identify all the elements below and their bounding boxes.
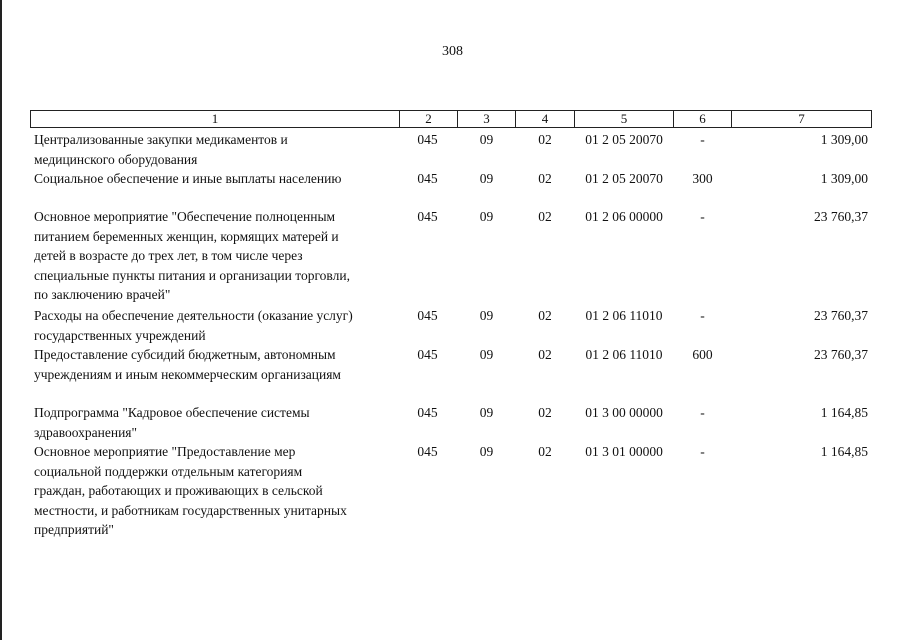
row-name-line: предприятий" [34,522,114,537]
table-header-row [30,110,872,128]
row-col-5: 01 3 01 00000 [585,444,663,459]
row-name [34,207,399,305]
row-col-4: 02 [538,171,552,186]
row-col-2: 045 [417,347,438,362]
row-col-3: 09 [479,308,494,323]
row-col-5: 01 2 06 11010 [585,347,663,362]
row-name-line: социальной поддержки отдельным категориям [34,463,303,479]
page-number: 308 [442,44,463,59]
header-col-4: 4 [516,111,575,127]
header-col-7: 7 [798,111,805,126]
row-name [34,306,399,345]
row-name-line: Централизованные закупки медикаментов и [34,132,288,147]
row-col-3: 09 [479,171,494,186]
row-name-line: Расходы на обеспечение деятельности (оказание услуг) [34,308,353,323]
row-col-6: - [700,444,705,459]
row-col-2: 045 [417,444,438,459]
row-col-7: 1 164,85 [820,405,868,420]
row-name [34,345,399,384]
row-col-6: - [700,405,705,420]
row-name-line: граждан, работающих и проживающих в сельской [34,483,323,498]
row-name-line: детей в возрасте до трех лет, в том числе через [34,248,303,263]
row-col-3: 09 [479,347,494,362]
row-col-6: 300 [692,171,713,186]
header-col-2: 2 [400,111,458,127]
header-col-6: 6 [674,111,732,127]
row-name-line: местности, и работникам государственных унитарных [34,502,347,518]
row-col-7: 23 760,37 [814,209,868,224]
header-col-1: 1 [31,111,400,127]
row-name-line: Основное мероприятие "Обеспечение полноценным [34,209,336,224]
row-col-4: 02 [538,132,552,147]
row-col-5: 01 2 06 11010 [585,308,663,323]
row-name-line: специальные пункты питания и организации торговли, [34,267,350,283]
row-col-3: 09 [479,405,494,420]
row-name-line: Подпрограмма "Кадровое обеспечение системы [34,405,310,420]
row-name-line: Предоставление субсидий бюджетным, автономным [34,347,336,362]
row-name [34,442,399,540]
row-col-2: 045 [417,209,438,224]
row-col-3: 09 [479,444,494,459]
row-col-5: 01 2 06 00000 [585,209,663,224]
row-col-4: 02 [538,347,552,362]
row-name [34,403,399,442]
row-name [34,130,399,169]
row-name [34,169,399,189]
row-col-6: 600 [692,347,713,362]
row-name-line: Социальное обеспечение и иные выплаты населению [34,171,342,186]
row-col-4: 02 [538,444,552,459]
header-col-5: 5 [575,111,674,127]
row-col-5: 01 2 05 20070 [585,171,663,186]
row-col-6: - [700,209,705,224]
row-col-5: 01 3 00 00000 [585,405,663,420]
row-col-7: 1 164,85 [820,444,868,459]
row-col-2: 045 [417,171,438,186]
row-col-4: 02 [538,209,552,224]
row-name-line: по заключению врачей" [34,287,171,302]
row-col-3: 09 [479,209,494,224]
row-col-3: 09 [479,132,494,147]
row-col-7: 1 309,00 [820,171,868,186]
row-col-7: 1 309,00 [820,132,868,147]
row-col-4: 02 [538,308,552,323]
row-name-line: здравоохранения" [34,424,138,440]
row-col-4: 02 [538,405,552,420]
row-col-2: 045 [417,308,438,323]
header-col-3: 3 [458,111,516,127]
row-col-7: 23 760,37 [814,347,868,362]
row-col-5: 01 2 05 20070 [585,132,663,147]
row-col-7: 23 760,37 [814,308,868,323]
row-name-line: учреждениям и иным некоммерческим организациям [34,366,341,382]
page-left-edge [0,0,2,640]
row-name-line: питанием беременных женщин, кормящих матерей и [34,228,339,244]
row-name-line: Основное мероприятие "Предоставление мер [34,444,296,459]
row-col-2: 045 [417,132,438,147]
row-name-line: медицинского оборудования [34,151,198,167]
row-col-6: - [700,132,705,147]
row-name-line: государственных учреждений [34,327,206,343]
row-col-6: - [700,308,705,323]
row-col-2: 045 [417,405,438,420]
